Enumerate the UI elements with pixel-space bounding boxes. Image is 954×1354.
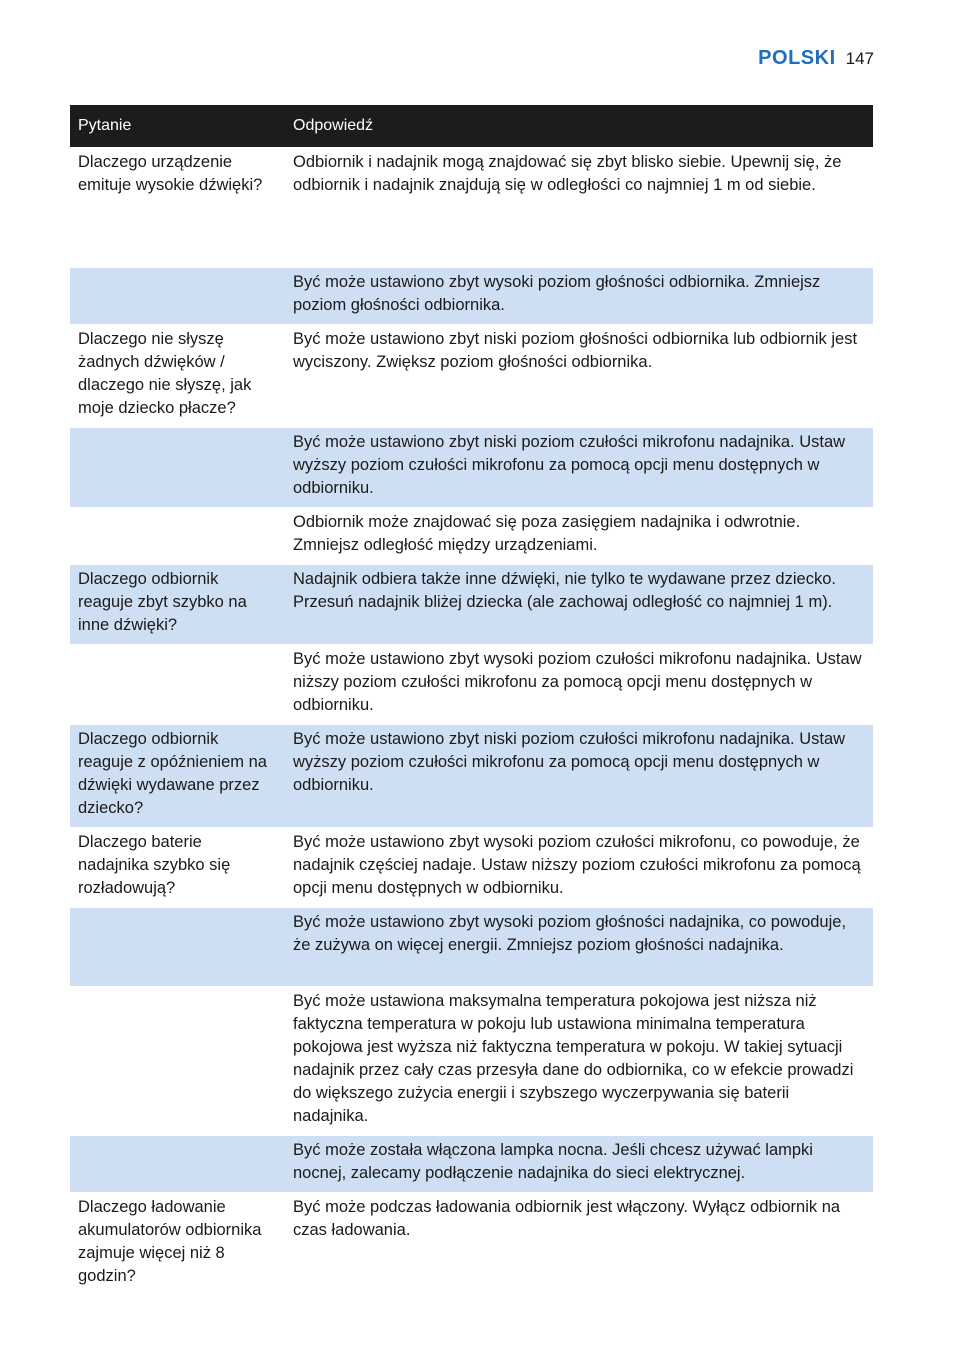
table-row <box>70 1136 873 1193</box>
table-row <box>70 1193 873 1296</box>
question-cell: Dlaczego ładowanie akumulatorów odbiornika zajmuje więcej niż 8 godzin? <box>70 1193 285 1296</box>
table-header-row <box>70 105 873 148</box>
language-label: POLSKI <box>758 47 836 69</box>
answer-cell: Być może ustawiono zbyt niski poziom czułości mikrofonu nadajnika. Ustaw wyższy poziom czułości mikrofonu za pomocą opcji menu dostępnych w odbiorniku. <box>285 725 873 828</box>
answer-cell: Odbiornik może znajdować się poza zasięgiem nadajnika i odwrotnie. Zmniejsz odległość między urządzeniami. <box>285 508 873 565</box>
table-row <box>70 565 873 645</box>
table-row <box>70 148 873 268</box>
table-row <box>70 725 873 828</box>
table-row <box>70 987 873 1136</box>
table-row <box>70 508 873 565</box>
question-cell: Dlaczego baterie nadajnika szybko się rozładowują? <box>70 828 285 908</box>
question-cell <box>70 908 285 987</box>
table-row <box>70 428 873 508</box>
page-number: 147 <box>845 49 874 68</box>
answer-cell: Być może ustawiono zbyt niski poziom czułości mikrofonu nadajnika. Ustaw wyższy poziom czułości mikrofonu za pomocą opcji menu dostępnych w odbiorniku. <box>285 428 873 508</box>
answer-cell: Być może ustawiono zbyt wysoki poziom głośności odbiornika. Zmniejsz poziom głośności odbiornika. <box>285 268 873 325</box>
table-row <box>70 268 873 325</box>
question-cell <box>70 508 285 565</box>
column-header-question: Pytanie <box>70 105 285 148</box>
answer-cell: Odbiornik i nadajnik mogą znajdować się zbyt blisko siebie. Upewnij się, że odbiornik i nadajnik znajdują się w odległości co najmniej 1 m od siebie. <box>285 148 873 268</box>
answer-cell: Być może ustawiono zbyt wysoki poziom głośności nadajnika, co powoduje, że zużywa on więcej energii. Zmniejsz poziom głośności nadajnika. <box>285 908 873 987</box>
question-cell <box>70 428 285 508</box>
answer-cell: Być może ustawiono zbyt wysoki poziom czułości mikrofonu, co powoduje, że nadajnik częściej nadaje. Ustaw niższy poziom czułości mikrofonu za pomocą opcji menu dostępnych w odbiorniku. <box>285 828 873 908</box>
column-header-answer: Odpowiedź <box>285 105 873 148</box>
question-cell: Dlaczego odbiornik reaguje z opóźnieniem na dźwięki wydawane przez dziecko? <box>70 725 285 828</box>
answer-cell: Być może ustawiona maksymalna temperatura pokojowa jest niższa niż faktyczna temperatura w pokoju lub ustawiona minimalna temperatura pokojowa jest wyższa niż faktyczna temperatura w pokoju. W takiej sytuacji nadajnik przez cały czas przesyła dane do odbiornika, co w efekcie prowadzi do większego zużycia energii i szybszego wyczerpywania się baterii nadajnika. <box>285 987 873 1136</box>
question-cell <box>70 645 285 725</box>
page-header <box>758 47 874 70</box>
answer-cell: Nadajnik odbiera także inne dźwięki, nie tylko te wydawane przez dziecko. Przesuń nadajnik bliżej dziecka (ale zachowaj odległość co najmniej 1 m). <box>285 565 873 645</box>
answer-cell: Być może ustawiono zbyt wysoki poziom czułości mikrofonu nadajnika. Ustaw niższy poziom czułości mikrofonu za pomocą opcji menu dostępnych w odbiorniku. <box>285 645 873 725</box>
faq-table <box>70 105 873 1295</box>
question-cell <box>70 1136 285 1193</box>
question-cell <box>70 987 285 1136</box>
table-row <box>70 828 873 908</box>
table-row <box>70 908 873 987</box>
answer-cell: Być może ustawiono zbyt niski poziom głośności odbiornika lub odbiornik jest wyciszony. Zwiększ poziom głośności odbiornika. <box>285 325 873 428</box>
answer-cell: Być może podczas ładowania odbiornik jest włączony. Wyłącz odbiornik na czas ładowania. <box>285 1193 873 1296</box>
table-row <box>70 645 873 725</box>
question-cell: Dlaczego urządzenie emituje wysokie dźwięki? <box>70 148 285 268</box>
answer-cell: Być może została włączona lampka nocna. Jeśli chcesz używać lampki nocnej, zalecamy podłączenie nadajnika do sieci elektrycznej. <box>285 1136 873 1193</box>
table-row <box>70 325 873 428</box>
question-cell: Dlaczego nie słyszę żadnych dźwięków / dlaczego nie słyszę, jak moje dziecko płacze? <box>70 325 285 428</box>
question-cell <box>70 268 285 325</box>
question-cell: Dlaczego odbiornik reaguje zbyt szybko na inne dźwięki? <box>70 565 285 645</box>
